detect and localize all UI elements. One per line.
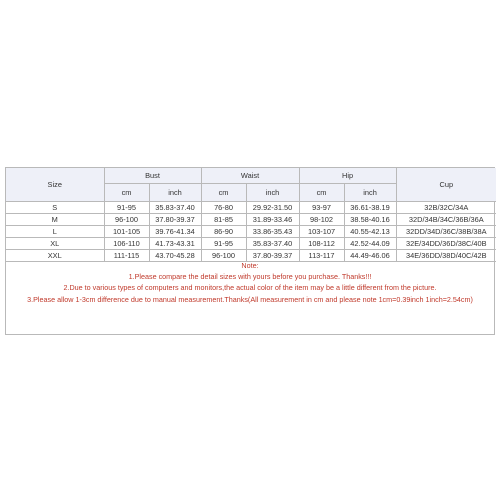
waist-header: Waist [201,168,299,184]
waist-inch-cell: 31.89-33.46 [246,214,299,226]
bust-inch-cell: 37.80-39.37 [149,214,201,226]
bust-inch-cell: 35.83-37.40 [149,202,201,214]
bust-cm-cell: 101-105 [104,226,149,238]
cup-cell: 32E/34DD/36D/38C/40B [396,238,496,250]
table-row [6,202,496,214]
hip-inch-cell: 36.61-38.19 [344,202,396,214]
hip-cm-header: cm [299,184,344,202]
waist-cm-cell: 86-90 [201,226,246,238]
hip-inch-cell: 44.49-46.06 [344,250,396,262]
size-cell: XXL [6,250,104,262]
hip-inch-cell: 38.58-40.16 [344,214,396,226]
waist-cm-cell: 81-85 [201,214,246,226]
note-line: 3.Please allow 1-3cm difference due to manual measurement.Thanks(All measurement in cm and please note 1cm=0.39inch 1inch=2.54cm) [27,294,473,304]
waist-inch-cell: 29.92-31.50 [246,202,299,214]
size-cell: M [6,214,104,226]
bust-cm-cell: 111-115 [104,250,149,262]
bust-inch-cell: 41.73-43.31 [149,238,201,250]
cup-header: Cup [396,168,496,202]
size-cell: XL [6,238,104,250]
bust-inch-cell: 43.70-45.28 [149,250,201,262]
bust-cm-cell: 106-110 [104,238,149,250]
waist-inch-header: inch [246,184,299,202]
bust-cm-cell: 91-95 [104,202,149,214]
waist-inch-cell: 35.83-37.40 [246,238,299,250]
bust-header: Bust [104,168,201,184]
table-row [6,226,496,238]
table-row [6,238,496,250]
size-header: Size [6,168,104,202]
bust-cm-header: cm [104,184,149,202]
bust-cm-cell: 96-100 [104,214,149,226]
cup-cell: 32D/34B/34C/36B/36A [396,214,496,226]
size-cell: L [6,226,104,238]
notes-section [5,260,495,305]
hip-cm-cell: 108-112 [299,238,344,250]
hip-header: Hip [299,168,396,184]
header-row-top [6,168,496,184]
cup-cell: 32B/32C/34A [396,202,496,214]
hip-cm-cell: 93-97 [299,202,344,214]
size-chart-table [5,167,495,335]
note-title: Note: [241,261,259,270]
hip-cm-cell: 98-102 [299,214,344,226]
hip-inch-header: inch [344,184,396,202]
hip-inch-cell: 40.55-42.13 [344,226,396,238]
note-line: 2.Due to various types of computers and monitors,the actual color of the item may be a little different from the picture. [63,283,437,293]
waist-cm-cell: 91-95 [201,238,246,250]
table-row [6,214,496,226]
bust-inch-header: inch [149,184,201,202]
note-line: 1.Please compare the detail sizes with yours before you purchase. Thanks!!! [128,272,372,282]
cup-cell: 32DD/34D/36C/38B/38A [396,226,496,238]
waist-inch-cell: 33.86-35.43 [246,226,299,238]
waist-cm-header: cm [201,184,246,202]
hip-cm-cell: 103-107 [299,226,344,238]
size-cell: S [6,202,104,214]
hip-inch-cell: 42.52-44.09 [344,238,396,250]
waist-cm-cell: 76-80 [201,202,246,214]
waist-inch-cell: 37.80-39.37 [246,250,299,262]
hip-cm-cell: 113-117 [299,250,344,262]
waist-cm-cell: 96-100 [201,250,246,262]
cup-cell: 34E/36DD/38D/40C/42B [396,250,496,262]
bust-inch-cell: 39.76-41.34 [149,226,201,238]
size-table [6,168,496,262]
